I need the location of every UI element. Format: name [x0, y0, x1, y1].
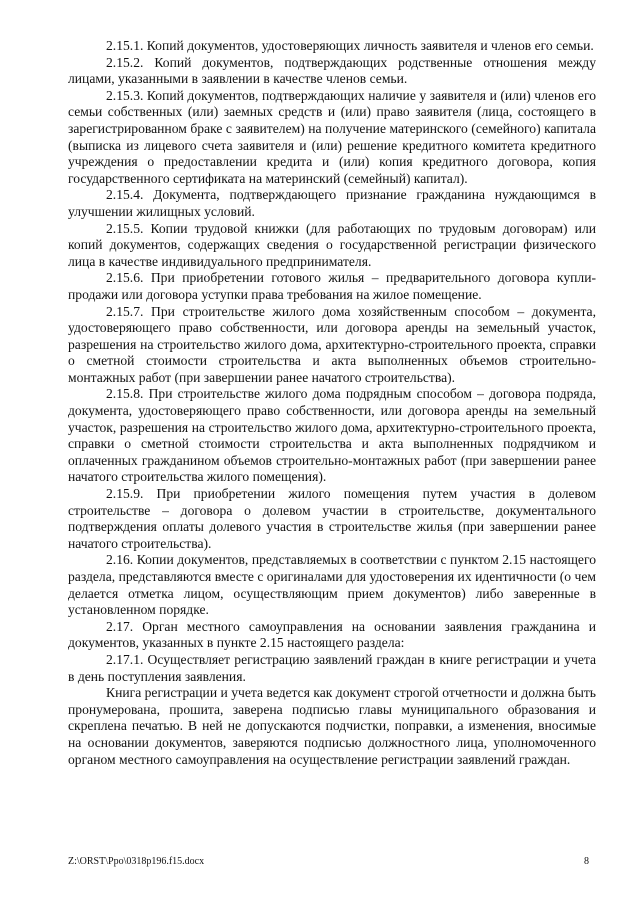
paragraph-2-17-1: 2.17.1. Осуществляет регистрацию заявлений граждан в книге регистрации и учета в день поступления заявления. — [68, 651, 596, 684]
paragraph-2-15-2: 2.15.2. Копий документов, подтверждающих родственные отношения между лицами, указанными в заявлении в качестве членов семьи. — [68, 54, 596, 87]
paragraph-2-15-8: 2.15.8. При строительстве жилого дома подрядным способом – договора подряда, документа, удостоверяющего право собственности, или договора аренды на земельный участок, разрешения на строительство жилого дома, архитектурно-строительного проекта, справки о сметной стоимости строительства и акта выполненных подрядчиком и оплаченных гражданином объемов строительно-монтажных работ (при завершении ранее начатого строительства жилого помещения). — [68, 386, 596, 485]
paragraph-2-15-3: 2.15.3. Копий документов, подтверждающих наличие у заявителя и (или) членов его семьи собственных (или) заемных средств и (или) право заявителя (лица, состоящего в зарегистрированном браке с заявителем) на получение материнского (семейного) капитала (выписка из лицевого счета заявителя и (или) решение кредитного комитета кредитного учреждения о предоставлении кредита и (или) копия кредитного договора, копия государственного сертификата на материнский (семейный) капитал). — [68, 87, 596, 186]
footer-file-path: Z:\ORST\Ppo\0318p196.f15.docx — [68, 856, 205, 867]
paragraph-2-15-6: 2.15.6. При приобретении готового жилья – предварительного договора купли-продажи или договора уступки права требования на жилое помещение. — [68, 270, 596, 302]
paragraph-2-15-7: 2.15.7. При строительстве жилого дома хозяйственным способом – документа, удостоверяющего право собственности, или договора аренды на земельный участок, разрешения на строительство жилого дома, архитектурно-строительного проекта, справки о сметной стоимости строительства и акта выполненных объемов строительно-монтажных работ (при завершении ранее начатого строительства). — [68, 303, 596, 385]
document-body — [68, 38, 596, 768]
paragraph-2-15-1: 2.15.1. Копий документов, удостоверяющих личность заявителя и членов его семьи. — [106, 38, 594, 53]
paragraph-2-15-4: 2.15.4. Документа, подтверждающего признание гражданина нуждающимся в улучшении жилищных условий. — [68, 187, 596, 219]
footer-page-number: 8 — [584, 856, 589, 867]
paragraph-registration-book: Книга регистрации и учета ведется как документ строгой отчетности и должна быть пронумерована, прошита, заверена подписью главы муниципального образования и скреплена печатью. В ней не допускаются подчистки, поправки, а изменения, вносимые на основании документов, заверяются подписью должностного лица, уполномоченного органом местного самоуправления на осуществление регистрации заявлений граждан. — [68, 685, 596, 767]
paragraph-2-16: 2.16. Копии документов, представляемых в соответствии с пунктом 2.15 настоящего раздела, представляются вместе с оригиналами для удостоверения их идентичности (о чем делается отметка лицом, осуществляющим прием документов) либо заверенные в установленном порядке. — [68, 552, 596, 618]
paragraph-2-15-9: 2.15.9. При приобретении жилого помещения путем участия в долевом строительстве – договора о долевом участии в строительстве, документального подтверждения оплаты долевого участия в строительстве жилья (при завершении ранее начатого строительства). — [68, 486, 596, 551]
paragraph-2-17: 2.17. Орган местного самоуправления на основании заявления гражданина и документов, указанных в пункте 2.15 настоящего раздела: — [68, 618, 596, 651]
paragraph-2-15-5: 2.15.5. Копии трудовой книжки (для работающих по трудовым договорам) или копий документов, содержащих сведения о государственной регистрации физического лица в качестве индивидуального предпринимателя. — [68, 220, 596, 269]
